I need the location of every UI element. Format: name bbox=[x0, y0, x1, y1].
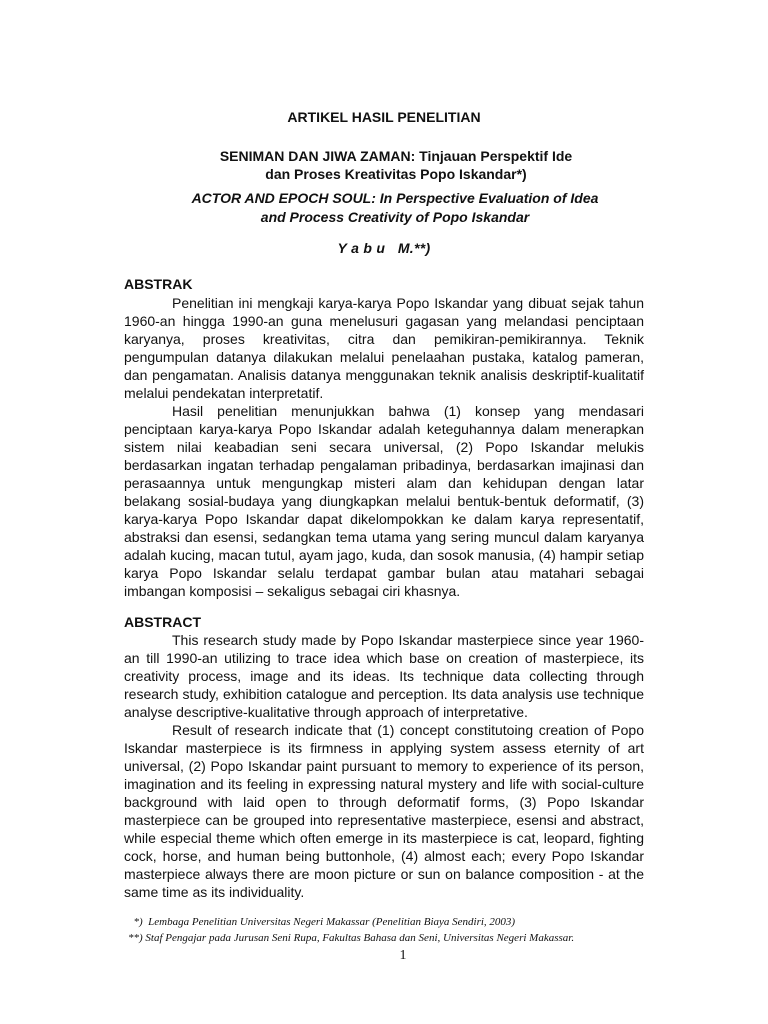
footnote-1: *) Lembaga Penelitian Universitas Negeri Makassar (Penelitian Biaya Sendiri, 2003) bbox=[128, 916, 516, 928]
abstrak-heading: ABSTRAK bbox=[124, 276, 193, 292]
abstract-heading: ABSTRACT bbox=[124, 614, 201, 630]
footnote-2: **) Staf Pengajar pada Jurusan Seni Rupa, Fakultas Bahasa dan Seni, Universitas Negeri Makassar. bbox=[128, 932, 575, 944]
abstrak-paragraph-1: Penelitian ini mengkaji karya-karya Popo Iskandar yang dibuat sejak tahun 1960-an hingga 1990-an guna menelusuri gagasan yang melandasi penciptaan karyanya, proses kreativitas, citra dan pemikiran-pemikirannya. Teknik pengumpulan datanya dilakukan melalui penelaahan pustaka, katalog pameran, dan pengamatan. Analisis datanya menggunakan teknik analisis deskriptif-kualitatif melalui pendekatan interpretatif. bbox=[124, 295, 644, 401]
author-name: Y a b u M.**) bbox=[337, 240, 431, 256]
title-indonesian-line-1: SENIMAN DAN JIWA ZAMAN: Tinjauan Perspektif Ide bbox=[219, 148, 573, 164]
page-number: 1 bbox=[399, 948, 407, 963]
abstract-paragraph-1: This research study made by Popo Iskandar masterpiece since year 1960-an till 1990-an utilizing to trace idea which base on creation of masterpiece, its creativity process, image and its ideas. Its technique data collecting through research study, exhibition catalogue and perception. Its data analysis use technique analyse descriptive-kualitative through approach of interpretative. bbox=[124, 632, 644, 720]
title-english bbox=[0, 189, 768, 227]
abstract-paragraph-2: Result of research indicate that (1) concept constitutoing creation of Popo Iskandar masterpiece is its firmness in applying system assess eternity of art universal, (2) Popo Iskandar paint pursuant to memory to experience of its person, imagination and its feeling in expressing natural mystery and life with social-culture background with laid open to through deformatif forms, (3) Popo Iskandar masterpiece can be grouped into representative masterpiece, esensi and abstract, while especial theme which often emerge in its masterpiece is cat, leopard, fighting cock, horse, and human being buttonhole, (4) almost each; every Popo Iskandar masterpiece always there are moon picture or sun on balance composition - at the same time as its individuality. bbox=[124, 722, 644, 900]
abstrak-paragraph-2: Hasil penelitian menunjukkan bahwa (1) konsep yang mendasari penciptaan karya-karya Popo Iskandar adalah keteguhannya dalam menerapkan sistem nilai keabadian seni secara universal, (2) Popo Iskandar melukis berdasarkan ingatan terhadap pengalaman pribadinya, berdasarkan imajinasi dan perasaannya untuk mengungkap misteri alam dan kehidupan dengan latar belakang sosial-budaya yang diungkapkan melalui bentuk-bentuk deformatif, (3) karya-karya Popo Iskandar dapat dikelompokkan ke dalam karya representatif, abstraksi dan esensi, sedangkan tema utama yang sering muncul dalam karyanya adalah kucing, macan tutul, ayam jago, kuda, dan sosok manusia, (4) hampir setiap karya Popo Iskandar selalu terdapat gambar bulan atau matahari sebagai imbangan komposisi – sekaligus sebagai ciri khasnya. bbox=[124, 403, 644, 599]
abstract-body bbox=[124, 631, 644, 901]
article-type-heading: ARTIKEL HASIL PENELITIAN bbox=[287, 109, 481, 125]
title-indonesian bbox=[0, 147, 768, 183]
title-indonesian-line-2: dan Proses Kreativitas Popo Iskandar*) bbox=[265, 166, 527, 182]
abstrak-body bbox=[124, 294, 644, 600]
footnotes bbox=[128, 914, 574, 946]
title-english-line-2: and Process Creativity of Popo Iskandar bbox=[260, 209, 530, 225]
title-english-line-1: ACTOR AND EPOCH SOUL: In Perspective Evaluation of Idea bbox=[191, 190, 599, 206]
